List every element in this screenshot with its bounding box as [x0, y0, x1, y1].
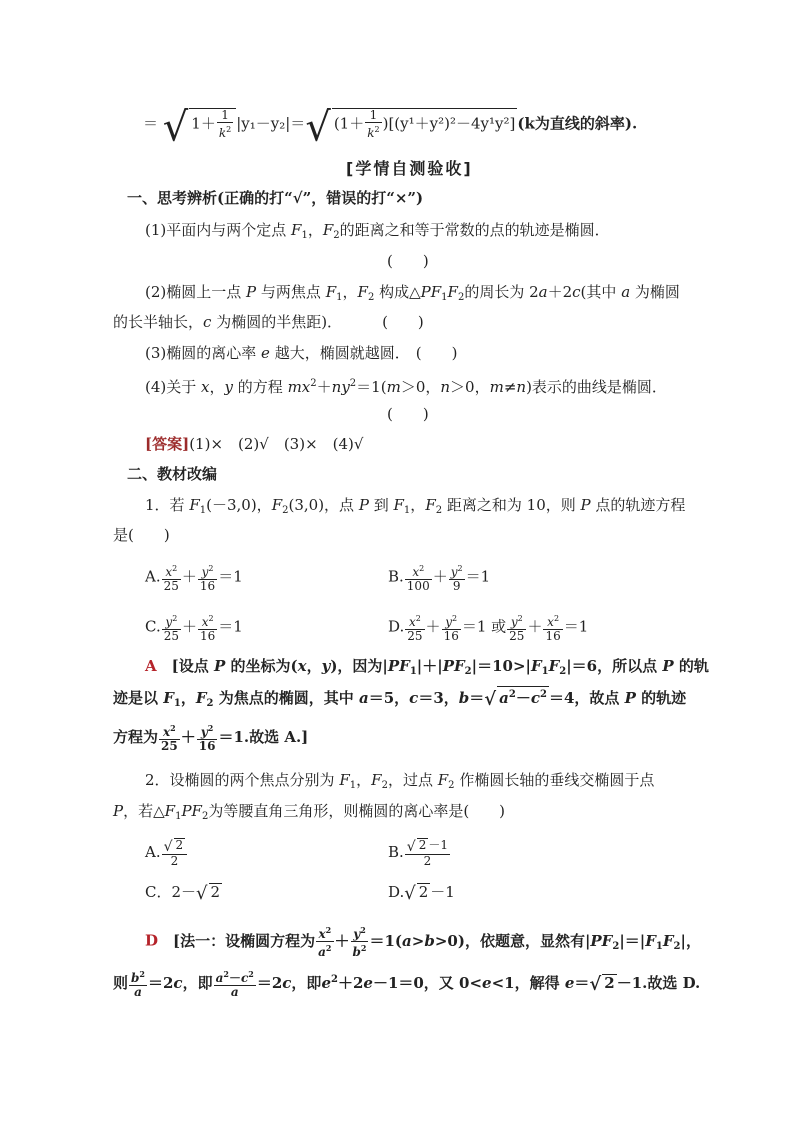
equals: ＝: [143, 114, 159, 133]
problem-2-line2: P，若$\triangle F_1PF_2$为等腰直角三角形，则椭圆的离心率是( ): [113, 802, 506, 822]
slope-note: (k为直线的斜率).: [517, 114, 638, 133]
abs-diff: |y₁－y₂|＝: [236, 114, 306, 133]
option-2c: C．2－√ 2: [145, 883, 221, 904]
question-4: (4)关于 x，y 的方程 $mx^2+ny^2=1(m>0$，n＞0，m≠n)表示的曲线是椭圆．: [145, 378, 667, 396]
option-2b: B. $\frac{√ 2 -1}{2}$: [388, 838, 448, 868]
question-2-line2: 的长半轴长，c 为椭圆的半焦距)． ( ): [113, 313, 424, 331]
sqrt-body: 1＋ $\frac{1}{k^2}$: [189, 108, 236, 140]
option-1b: B. $\frac{x^2}{100}$ ＋ $\frac{y^2}{9}$ ＝1: [388, 564, 491, 593]
solution-1-line1: A [设点 P 的坐标为(x，y)，因为$|PF_1|+|PF_2|=10>|F_1F_2|=6$，所以点 P 的轨: [145, 657, 709, 677]
solution-2-line1: D [法一：设椭圆方程为 $\frac{x^2}{a^2}$ ＋ $\frac{y^2}{b^2}$ ＝1(a>b>0)，依题意，显然有$|PF_2|=|F_1F_2|$，: [145, 925, 701, 959]
problem-1: 1．若 $F_1(-3,0)$，$F_2(3,0)$，点 P 到 $F_1$，$F_2$ 距离之和为 10，则 P 点的轨迹方程: [145, 496, 686, 516]
paren-4: ( ): [387, 405, 429, 423]
option-2a: A. $\frac{√ 2}{2}$: [145, 838, 188, 868]
option-1a: A. $\frac{x^2}{25}$ ＋ $\frac{y^2}{16}$ ＝1: [145, 564, 243, 593]
question-3: (3)椭圆的离心率 e 越大，椭圆就越圆． ( ): [145, 344, 458, 362]
section-title: [学情自测验收]: [346, 159, 473, 178]
part2-heading: 二、教材改编: [127, 465, 218, 483]
option-1d: D. $\frac{x^2}{25}$ ＋ $\frac{y^2}{16}$ ＝1 或 $\frac{y^2}{25}$ ＋ $\frac{x^2}{16}$ ＝1: [388, 614, 589, 643]
answer-line: [答案](1)× (2)√ (3)× (4)√: [145, 435, 364, 453]
sqrt-body-2: (1＋ $\frac{1}{k^2}$ )[(y¹＋y²)²－4y¹y²]: [333, 108, 516, 140]
problem-1-line2: 是( ): [113, 526, 170, 544]
question-1: (1)平面内与两个定点 $F_1$，$F_2$的距离之和等于常数的点的轨迹是椭圆．: [145, 221, 610, 241]
option-1c: C. $\frac{y^2}{25}$ ＋ $\frac{x^2}{16}$ ＝1: [145, 614, 243, 643]
solution-1-line2: 迹是以 $F_1$，$F_2$ 为焦点的椭圆，其中 a＝5，c＝3，b＝√ $a^2-c^2 =4$，故点 P 的轨迹: [113, 686, 686, 715]
paren-1: ( ): [387, 252, 429, 270]
solution-1-line3: 方程为 $\frac{x^2}{25}$ ＋ $\frac{y^2}{16}$ ＝1.故选 A.]: [113, 723, 309, 753]
part1-heading: 一、思考辨析(正确的打“√”，错误的打“×”): [127, 189, 424, 207]
problem-2: 2．设椭圆的两个焦点分别为 $F_1$，$F_2$，过点 $F_2$ 作椭圆长轴的垂线交椭圆于点: [145, 771, 655, 791]
radical: √: [162, 104, 189, 151]
question-2: (2)椭圆上一点 P 与两焦点 $F_1$，$F_2$ 构成$\triangle PF_1F_2$的周长为 2a＋2c(其中 a 为椭圆: [145, 283, 680, 303]
formula-line: [143, 104, 638, 151]
solution-2-line2: 则 $\frac{b^2}{a}$ ＝2c，即 $\frac{a^2-c^2}{a}$ ＝2c，即$e^2+2e-1=0$，又 0<e<1，解得 e＝√ 2 －1.故选 D.: [113, 969, 701, 999]
option-2d: D.√ 2 －1: [388, 883, 455, 904]
radical-2: √: [305, 104, 331, 151]
